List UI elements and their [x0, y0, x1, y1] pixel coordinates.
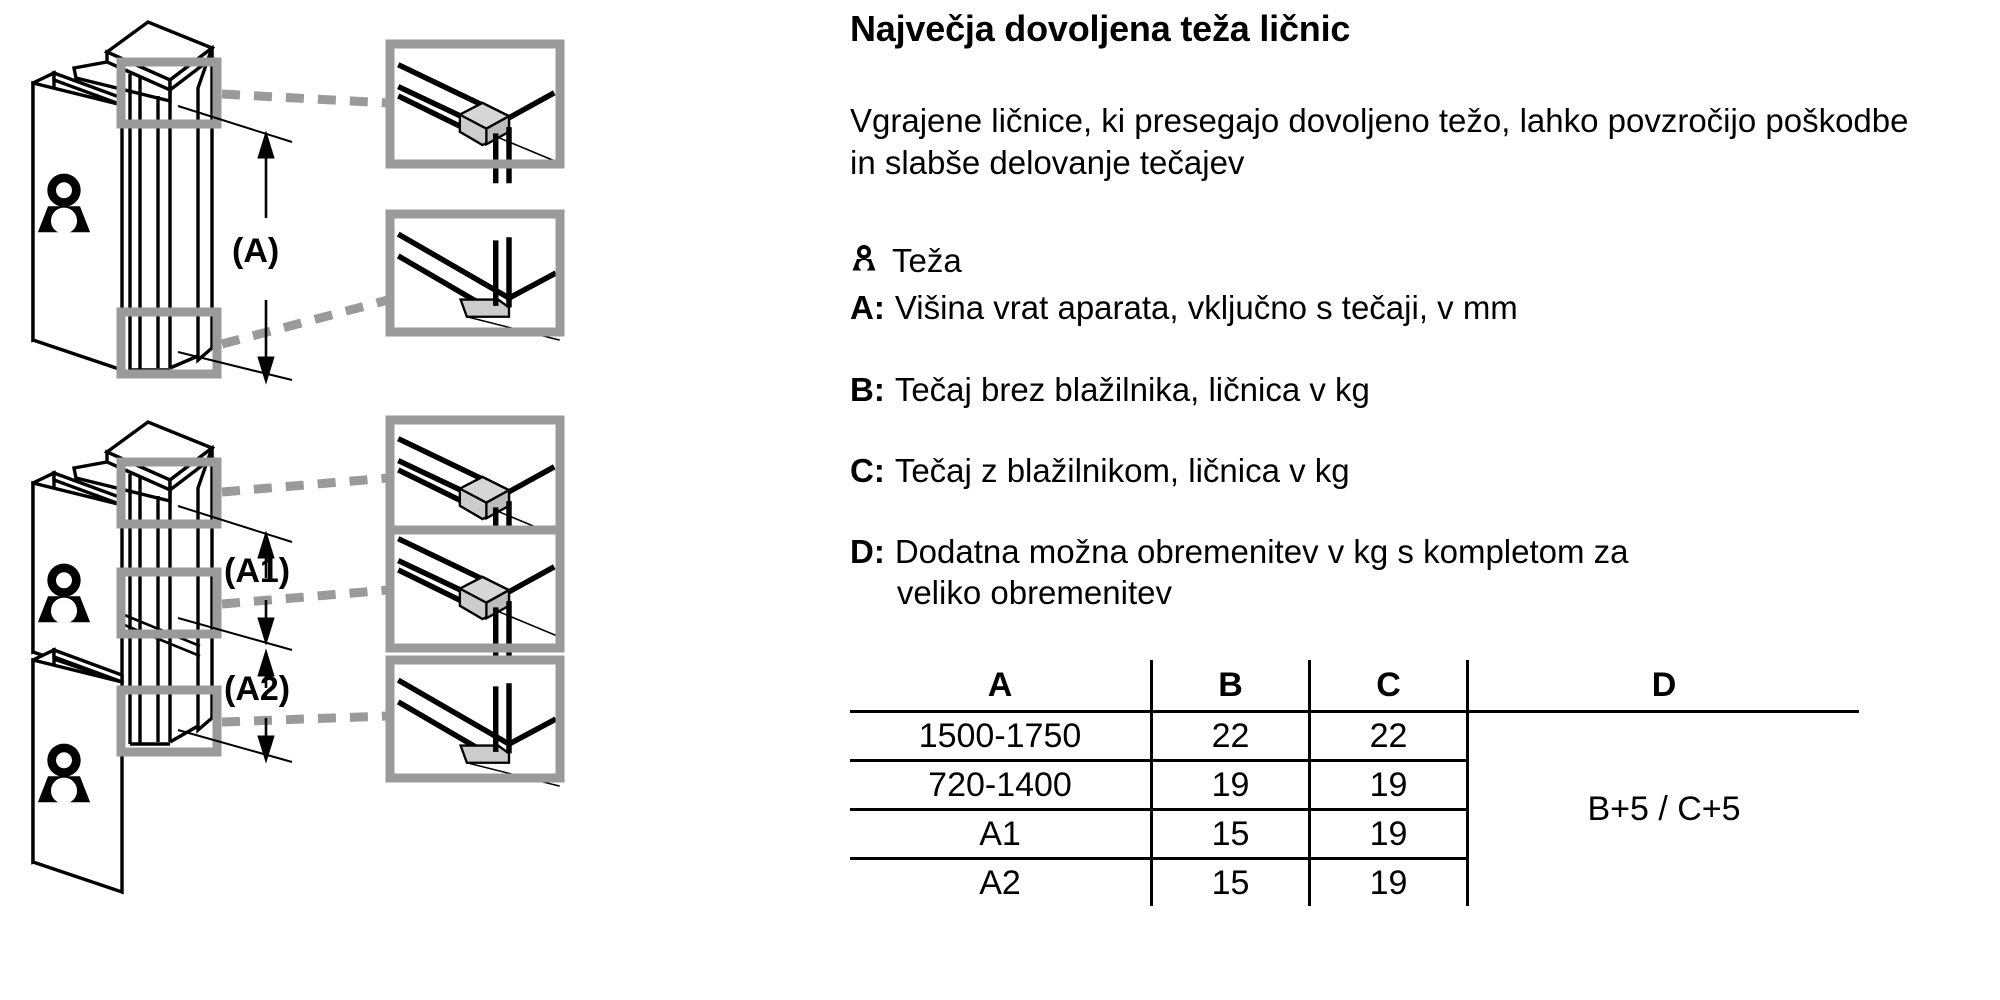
legend-label-weight: Teža [892, 242, 962, 279]
text-panel [840, 0, 2000, 1000]
spec-table-body [850, 712, 1859, 907]
cell-b: 15 [1152, 859, 1310, 907]
legend-key-a: A: [850, 289, 885, 327]
dimension-label-A1: (A1) [224, 552, 291, 590]
cell-c: 19 [1310, 859, 1468, 907]
cell-c: 22 [1310, 712, 1468, 761]
cell-b: 22 [1152, 712, 1310, 761]
cell-b: 15 [1152, 810, 1310, 859]
legend-value-d [895, 531, 1990, 614]
detail-callout-top-1 [390, 44, 560, 183]
legend-key-b: B: [850, 370, 885, 408]
legend-item-b [850, 369, 1990, 410]
cell-a: A2 [850, 859, 1152, 907]
intro-paragraph: Vgrajene ličnice, ki presegajo dovoljeno težo, lahko povzročijo poškodbe in slabše delovanje tečajev [850, 102, 1909, 182]
col-header-a: A [850, 660, 1152, 712]
projection-line-bottom [178, 730, 292, 762]
legend-value-c: Tečaj z blažilnikom, ličnica v kg [894, 451, 1350, 489]
dimension-label-A2: (A2) [224, 670, 291, 708]
legend-value-a: Višina vrat aparata, vključno s tečaji, v mm [894, 289, 1518, 327]
cell-c: 19 [1310, 810, 1468, 859]
appliance-top-group [33, 22, 388, 383]
legend-value-d-line1: Dodatna možna obremenitev v kg s kompletom za [894, 533, 1629, 570]
weight-icon [850, 240, 878, 285]
spec-table-wrapper [850, 660, 1970, 906]
leader-dashed-middle [222, 590, 388, 604]
leader-dashed-bottom [222, 716, 388, 722]
col-header-c: C [1310, 660, 1468, 712]
door-panel-bottom-lower [33, 650, 122, 892]
legend-list [850, 240, 1990, 614]
legend-key-d: D: [850, 533, 885, 570]
cell-a: 1500-1750 [850, 712, 1152, 761]
detail-callout-bottom-3 [390, 660, 560, 786]
illustration-panel [0, 0, 760, 1000]
spec-table [850, 660, 1859, 906]
table-header-row [850, 660, 1859, 712]
leader-dashed-top [222, 94, 388, 103]
detail-callout-bottom-2 [390, 530, 560, 657]
cell-a: 720-1400 [850, 761, 1152, 810]
legend-item-d [850, 531, 1990, 614]
legend-value-d-line2: veliko obremenitev [896, 574, 1172, 612]
spec-table-head [850, 660, 1859, 712]
legend-key-c: C: [850, 451, 885, 489]
leader-dashed-bottom [222, 300, 388, 344]
leader-dashed-top [222, 478, 388, 492]
table-row [850, 712, 1859, 761]
legend-item-a [850, 287, 1990, 328]
dimension-label-A: (A) [232, 232, 280, 270]
col-header-b: B [1152, 660, 1310, 712]
legend-item-weight [850, 240, 1990, 285]
detail-callout-top-2 [390, 214, 560, 340]
appliance-diagram-svg [0, 0, 760, 1000]
appliance-bottom-group [33, 422, 388, 892]
legend-item-c [850, 450, 1990, 491]
page-title: Največja dovoljena teža ličnic [850, 8, 1351, 49]
cell-d: B+5 / C+5 [1587, 790, 1741, 828]
col-header-d: D [1468, 660, 1860, 712]
cell-b: 19 [1152, 761, 1310, 810]
cell-a: A1 [850, 810, 1152, 859]
legend-value-b: Tečaj brez blažilnika, ličnica v kg [894, 370, 1370, 408]
cell-c: 19 [1310, 761, 1468, 810]
